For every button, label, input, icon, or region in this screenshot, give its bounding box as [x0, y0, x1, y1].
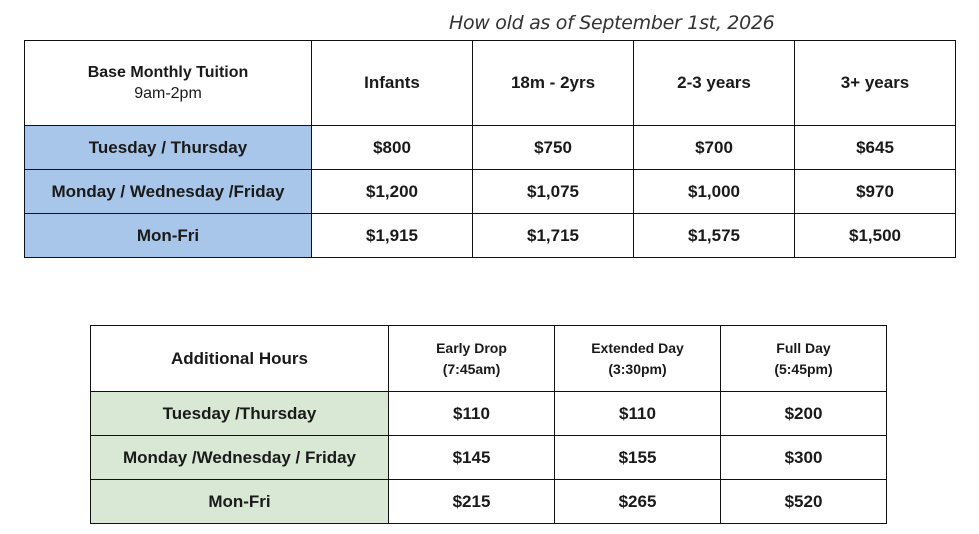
hours-title: Additional Hours [171, 349, 308, 368]
price-cell: $110 [389, 392, 555, 436]
price-cell: $1,000 [634, 170, 795, 214]
column-header-infants: Infants [312, 41, 473, 126]
hours-title-cell [91, 326, 389, 392]
price-cell: $700 [634, 126, 795, 170]
row-label: Tuesday /Thursday [91, 392, 389, 436]
price-cell: $300 [721, 436, 887, 480]
column-header-full-day [721, 326, 887, 392]
price-cell: $1,715 [473, 214, 634, 258]
price-cell: $1,075 [473, 170, 634, 214]
price-cell: $970 [795, 170, 956, 214]
column-header-extended-day [555, 326, 721, 392]
column-header-early-drop [389, 326, 555, 392]
tuition-header-row [25, 41, 956, 126]
price-cell: $1,500 [795, 214, 956, 258]
base-tuition-table [24, 40, 956, 258]
price-cell: $1,915 [312, 214, 473, 258]
additional-hours-table [90, 325, 887, 524]
table-row [91, 392, 887, 436]
row-label: Mon-Fri [25, 214, 312, 258]
table-row [25, 126, 956, 170]
table-row [91, 480, 887, 524]
table-row [25, 170, 956, 214]
hours-header-row [91, 326, 887, 392]
price-cell: $645 [795, 126, 956, 170]
column-name: Extended Day [591, 339, 684, 356]
row-label: Mon-Fri [91, 480, 389, 524]
row-label: Monday /Wednesday / Friday [91, 436, 389, 480]
column-time: (7:45am) [442, 360, 501, 377]
tuition-title-cell [25, 41, 312, 126]
price-cell: $215 [389, 480, 555, 524]
column-name: Full Day [776, 339, 831, 356]
price-cell: $110 [555, 392, 721, 436]
column-header-2-3-years: 2-3 years [634, 41, 795, 126]
price-cell: $1,575 [634, 214, 795, 258]
column-header-18m-2yrs: 18m - 2yrs [473, 41, 634, 126]
row-label: Monday / Wednesday /Friday [25, 170, 312, 214]
price-cell: $265 [555, 480, 721, 524]
column-time: (5:45pm) [774, 360, 833, 377]
price-cell: $145 [389, 436, 555, 480]
price-cell: $155 [555, 436, 721, 480]
price-cell: $1,200 [312, 170, 473, 214]
table-row [25, 214, 956, 258]
price-cell: $750 [473, 126, 634, 170]
price-cell: $520 [721, 480, 887, 524]
column-time: (3:30pm) [608, 360, 667, 377]
price-cell: $800 [312, 126, 473, 170]
table-row [91, 436, 887, 480]
column-name: Early Drop [436, 339, 507, 356]
tuition-hours: 9am-2pm [134, 84, 202, 102]
price-cell: $200 [721, 392, 887, 436]
age-caption: How old as of September 1st, 2026 [449, 12, 775, 34]
tuition-title: Base Monthly Tuition [87, 63, 249, 81]
column-header-3plus-years: 3+ years [795, 41, 956, 126]
row-label: Tuesday / Thursday [25, 126, 312, 170]
